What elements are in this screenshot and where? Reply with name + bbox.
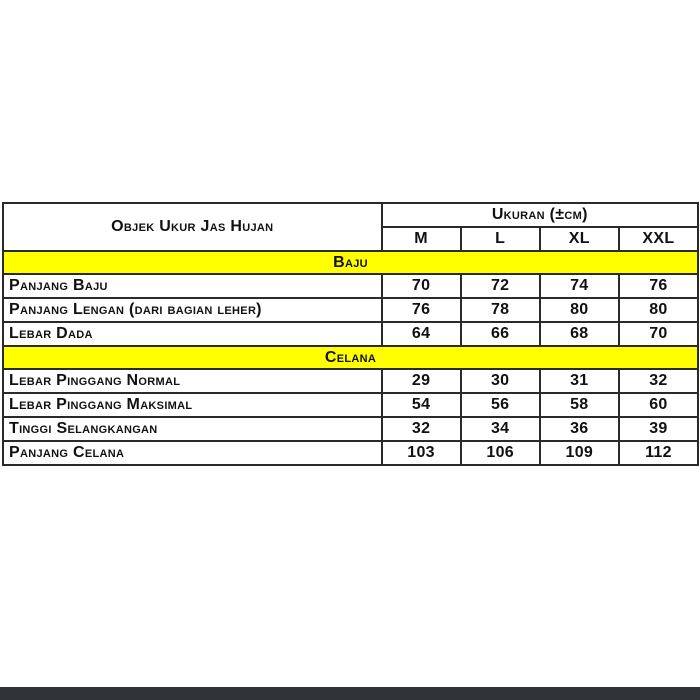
table-row [3, 393, 698, 417]
section-row-celana [3, 346, 698, 369]
value-cell: 29 [382, 369, 461, 393]
value-cell: 80 [540, 298, 619, 322]
size-header-l: L [461, 227, 540, 251]
value-cell: 56 [461, 393, 540, 417]
value-cell: 103 [382, 441, 461, 465]
size-header-m: M [382, 227, 461, 251]
value-cell: 32 [382, 417, 461, 441]
header-row-top [3, 203, 698, 227]
size-header-xl: XL [540, 227, 619, 251]
value-cell: 31 [540, 369, 619, 393]
size-group-header: Ukuran (±cm) [382, 203, 698, 227]
row-label: Panjang Baju [3, 274, 382, 298]
value-cell: 32 [619, 369, 698, 393]
value-cell: 106 [461, 441, 540, 465]
table-row [3, 274, 698, 298]
row-label: Lebar Pinggang Normal [3, 369, 382, 393]
value-cell: 30 [461, 369, 540, 393]
value-cell: 34 [461, 417, 540, 441]
size-header-xxl: XXL [619, 227, 698, 251]
bottom-bar [0, 687, 700, 700]
table-row [3, 322, 698, 346]
value-cell: 68 [540, 322, 619, 346]
value-cell: 80 [619, 298, 698, 322]
value-cell: 60 [619, 393, 698, 417]
section-row-baju [3, 251, 698, 274]
value-cell: 66 [461, 322, 540, 346]
value-cell: 78 [461, 298, 540, 322]
value-cell: 54 [382, 393, 461, 417]
value-cell: 72 [461, 274, 540, 298]
section-title: Baju [3, 251, 698, 274]
value-cell: 70 [382, 274, 461, 298]
value-cell: 74 [540, 274, 619, 298]
row-label: Lebar Pinggang Maksimal [3, 393, 382, 417]
value-cell: 109 [540, 441, 619, 465]
value-cell: 58 [540, 393, 619, 417]
value-cell: 76 [619, 274, 698, 298]
value-cell: 39 [619, 417, 698, 441]
row-label: Lebar Dada [3, 322, 382, 346]
object-column-header: Objek Ukur Jas Hujan [3, 203, 382, 251]
value-cell: 112 [619, 441, 698, 465]
size-chart-table [2, 202, 699, 466]
row-label: Panjang Lengan (dari bagian leher) [3, 298, 382, 322]
value-cell: 76 [382, 298, 461, 322]
value-cell: 70 [619, 322, 698, 346]
table-row [3, 298, 698, 322]
row-label: Panjang Celana [3, 441, 382, 465]
section-title: Celana [3, 346, 698, 369]
row-label: Tinggi Selangkangan [3, 417, 382, 441]
table-row [3, 369, 698, 393]
table-row [3, 441, 698, 465]
value-cell: 36 [540, 417, 619, 441]
value-cell: 64 [382, 322, 461, 346]
table-row [3, 417, 698, 441]
